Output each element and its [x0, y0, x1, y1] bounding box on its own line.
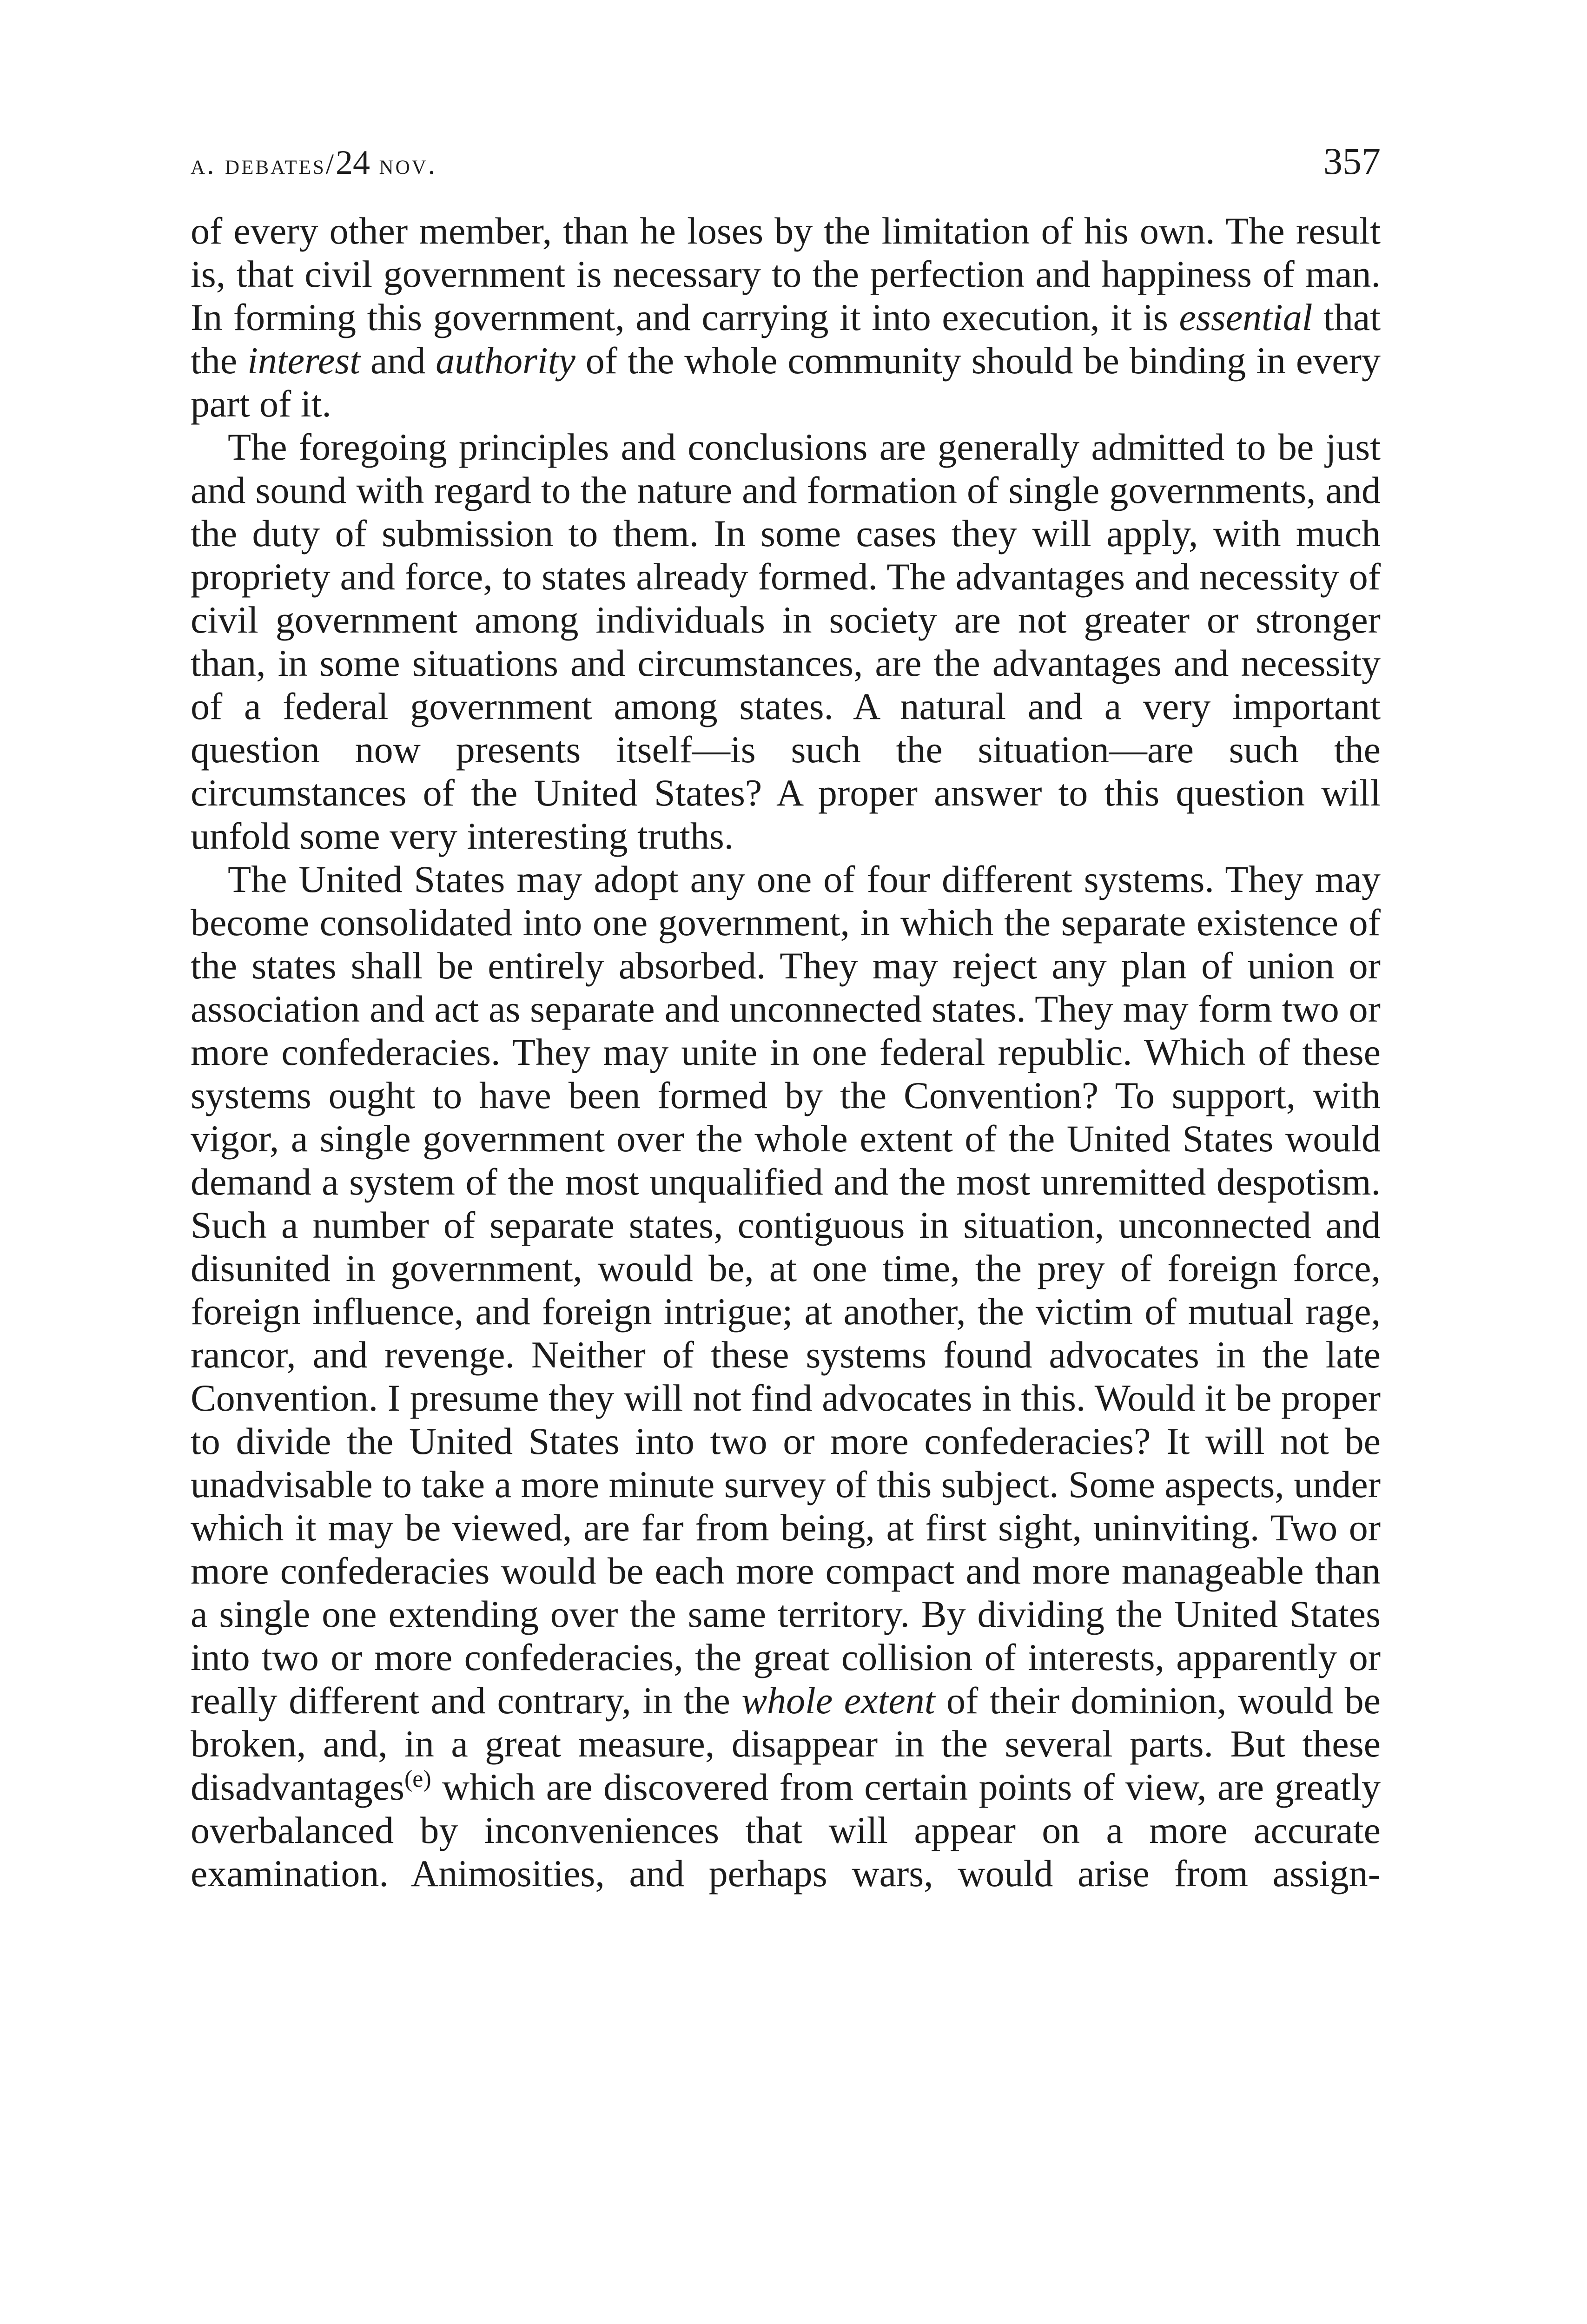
section-heading — [191, 143, 437, 183]
section-day: 24 — [336, 144, 370, 182]
text-run: that the — [191, 296, 1381, 382]
text-run: which are discovered from certain points of view, are greatly overbalanced by inconveniences that will appear on a more accurate examination. Animosities, and perhaps wars, would arise from assign- — [191, 1766, 1381, 1895]
text-run: of every other member, than he loses by the limitation of his own. The result is, that civil government is necessary to the perfection and happiness of man. In forming this government, and carrying it into execution, it is — [191, 210, 1381, 338]
italic-text: interest — [247, 339, 361, 382]
section-month: nov. — [379, 149, 437, 180]
text-run: The United States may adopt any one of four different systems. They may become consolidated into one government, in which the separate existence of the states shall be entirely absorbed. They may reject any plan of union or association and act as separate and unconnected states. They may form two or more confederacies. They may unite in one federal republic. Which of these systems ought to have been formed by the Convention? To support, with vigor, a single government over the whole extent of the United States would demand a system of the most unqualified and the most unremitted despotism. Such a number of separate states, contiguous in situation, unconnected and disunited in government, would be, at one time, the prey of foreign force, foreign influence, and foreign intrigue; at another, the victim of mutual rage, rancor, and revenge. Neither of these systems found advocates in the late Convention. I presume they will not find advocates in this. Would it be proper to divide the United States into two or more confederacies? It will not be unadvisable to take a more minute survey of this subject. Some aspects, under which it may be viewed, are far from being, at first sight, uninviting. Two or more confederacies would be each more compact and more manageable than a single one extending over the same territory. By dividing the United States into two or more confederacies, the great collision of interests, apparently or really different and contrary, in the — [191, 858, 1381, 1722]
paragraph — [191, 858, 1381, 1895]
italic-text: whole extent — [741, 1679, 935, 1722]
text-run: and — [360, 339, 436, 382]
document-page — [191, 139, 1381, 1895]
section-prefix: a. debates/ — [191, 149, 336, 180]
running-head — [191, 139, 1381, 209]
text-run: of their dominion, would be broken, and, in a great measure, disappear in the several parts. But these disadvantages — [191, 1679, 1381, 1808]
italic-text: essential — [1179, 296, 1313, 338]
body-text — [191, 209, 1381, 1895]
paragraph — [191, 425, 1381, 858]
text-run: of the whole community should be binding in every part of it. — [191, 339, 1381, 425]
page-number: 357 — [1323, 140, 1381, 182]
italic-text: authority — [436, 339, 575, 382]
text-run: The foregoing principles and conclusions are generally admitted to be just and sound with regard to the nature and formation of single governments, and the duty of submission to them. In some cases they will apply, with much propriety and force, to states already formed. The advantages and necessity of civil government among individuals in society are not greater or stronger than, in some situations and circumstances, are the advantages and necessity of a federal government among states. A natural and a very important question now presents itself—is such the situation—are such the circumstances of the United States? A proper answer to this question will unfold some very interesting truths. — [191, 426, 1381, 857]
footnote-marker: (e) — [404, 1766, 431, 1792]
paragraph — [191, 209, 1381, 425]
